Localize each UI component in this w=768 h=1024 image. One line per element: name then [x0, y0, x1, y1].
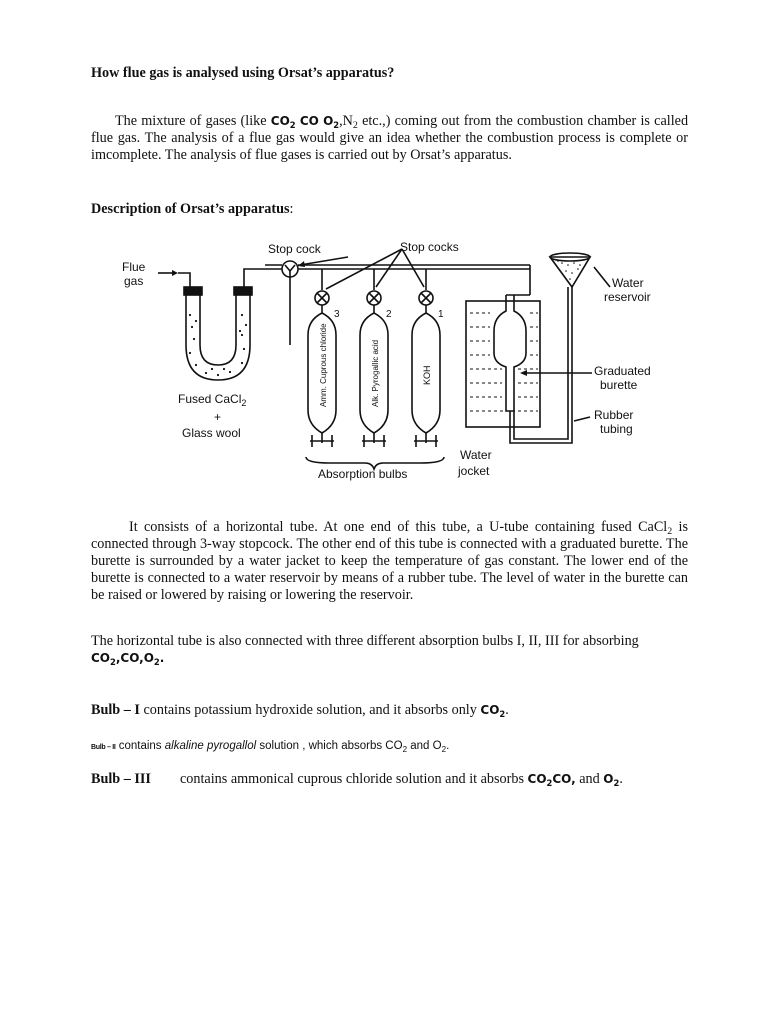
bulb-number-2: 2: [386, 309, 392, 320]
intro-text-after: etc.,) coming out from the combustion chamber is: [357, 113, 650, 129]
bulb-2-line: Bulb – II contains alkaline pyrogallol solution , which absorbs $CO_2$ and $O_2$.: [91, 740, 450, 754]
page-title: How flue gas is analysed using Orsat’s apparatus?: [91, 65, 395, 81]
co2-formula: $CO_2$: [270, 114, 296, 130]
alkaline-pyrogallol: alkaline pyrogallol: [164, 740, 257, 752]
intro-text-rest: called flue gas. The analysis of a flue gas would give an idea whether the combustion process is complete or imcomplete. The analysis of flue gases is carried out by Orsat’s apparatus.: [91, 113, 689, 163]
bulb-3-label: Bulb – III: [91, 771, 151, 787]
graduated-burette: [494, 295, 526, 411]
bulb-1-gas: $CO_2$: [480, 703, 506, 719]
label-water-jacket-1: Water: [460, 448, 492, 462]
intro-paragraph: [91, 113, 688, 164]
o2-formula: $O_2$: [323, 114, 340, 130]
bulb-label-2: Alk. Pyrogallic acid: [371, 339, 380, 407]
consists-text-start: It consists of a horizontal tube. At one end of this tube, a U-tube containing fused CaCl: [129, 519, 668, 535]
horizontal-text: The horizontal tube is also connected with three different absorption bulbs I, II, III for absorbing: [91, 633, 639, 649]
bulb-label-3: Amm. Cuprous chloride: [319, 323, 328, 407]
label-glass-wool: Glass wool: [182, 426, 241, 440]
label-stop-cock: Stop cock: [268, 242, 321, 256]
label-plus: +: [214, 410, 222, 424]
label-water-reservoir-1: Water: [612, 276, 644, 290]
description-heading: Description of Orsat’s apparatus:: [91, 201, 294, 217]
u-tube: [186, 291, 250, 380]
bulb-number-1: 1: [438, 309, 444, 320]
bulb-label-1: KOH: [422, 365, 432, 385]
bulb-2-label: Bulb – II: [91, 744, 116, 751]
intro-text-start: The mixture of gases (like: [115, 113, 271, 129]
bulb-3-line: Bulb – III contains ammonical cuprous chloride solution and it absorbs $CO_2CO$, and $O_2$.: [91, 771, 623, 788]
label-fused-cacl2: Fused CaCl$_2$: [178, 392, 247, 408]
water-jacket: [466, 301, 540, 427]
label-graduated-1: Graduated: [594, 364, 651, 378]
bulb-1-label: Bulb – I: [91, 702, 140, 718]
label-absorption-bulbs: Absorption bulbs: [318, 467, 408, 481]
label-graduated-2: burette: [600, 378, 638, 392]
n2-formula: $,N_2$: [339, 113, 358, 131]
orsat-apparatus-diagram: [110, 235, 700, 485]
horizontal-paragraph: [91, 633, 688, 667]
label-water-jacket-2: jocket: [458, 464, 490, 478]
label-rubber-2: tubing: [600, 422, 633, 436]
cacl2-dots: [189, 314, 247, 376]
label-rubber-1: Rubber: [594, 408, 634, 422]
jacket-water-dashes: [470, 313, 538, 411]
bulb-3-o2: $O_2$: [603, 772, 620, 788]
consists-paragraph: It consists of a horizontal tube. At one end of this tube, a U-tube containing fused CaCl$_2$ is connected through 3-way stopcock. The other end of this tube is connected with a graduated burette. The burette is surrounded by a water jacket to keep the temperature of gas constant. The lower end of the burette is connected to a water reservoir by means of a rubber tube. The level of water in the burette can be raised or lowered by raising or lowering the reservoir.: [91, 519, 688, 603]
label-water-reservoir-2: reservoir: [604, 290, 651, 304]
bulb-number-3: 3: [334, 309, 340, 320]
label-stop-cocks: Stop cocks: [400, 240, 459, 254]
bulb-1-line: Bulb – I contains potassium hydroxide solution, and it absorbs only $CO_2$.: [91, 702, 509, 719]
absorbed-gases: $CO_2,CO,O_2$.: [91, 651, 165, 667]
label-flue-gas-2: gas: [124, 274, 144, 288]
co-formula: CO: [299, 114, 319, 128]
consists-text-rest: connected through 3-way stopcock. The other end of this tube is connected with a graduated burette. The burette is surrounded by a water jacket to keep the temperature of gas constant. The lower end of the burette is connected to a water reservoir by means of a rubber tube. The level of water in the burette can be raised or lowered by raising or lowering the reservoir.: [91, 536, 688, 603]
bulb-3-gases: $CO_2CO$,: [527, 772, 576, 788]
label-flue-gas-1: Flue: [122, 260, 146, 274]
